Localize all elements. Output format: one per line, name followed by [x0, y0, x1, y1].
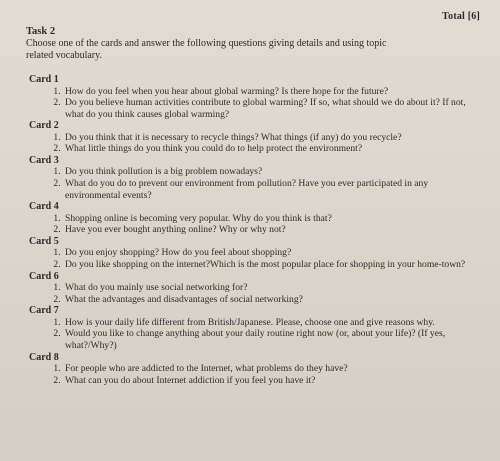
question-item: 2. Do you believe human activities contribute to global warming? If so, what should we do about it? If not, what do you think causes global warming?: [63, 97, 476, 120]
card-title: Card 5: [29, 235, 59, 247]
card-title: Card 6: [29, 270, 59, 282]
question-list: [26, 282, 476, 305]
question-item: 1. Shopping online is becoming very popular. Why do you think is that?: [63, 213, 476, 225]
question-item: 2. Do you like shopping on the internet?Which is the most popular place for shopping in your home-town?: [63, 259, 476, 271]
card-8: [26, 352, 476, 387]
question-item: 2. What can you do about Internet addiction if you feel you have it?: [63, 375, 476, 387]
question-list: [26, 317, 476, 352]
card-3: [26, 155, 476, 201]
question-item: 2. Would you like to change anything about your daily routine right now (or, about your life)? (If yes, what?/Why?): [63, 328, 476, 351]
total-score: Total [6]: [442, 11, 480, 22]
question-item: 1. How is your daily life different from British/Japanese. Please, choose one and give reasons why.: [63, 317, 476, 329]
question-item: 2. What do you do to prevent our environment from pollution? Have you ever participated in any environmental events?: [63, 178, 476, 201]
card-title: Card 7: [29, 305, 59, 317]
task-instruction: Choose one of the cards and answer the following questions giving details and using topic related vocabulary.: [26, 38, 387, 61]
question-list: [26, 166, 476, 201]
card-list: [26, 74, 476, 386]
question-list: [26, 132, 476, 155]
question-item: 1. Do you think pollution is a big problem nowadays?: [63, 166, 476, 178]
card-title: Card 8: [29, 351, 59, 363]
card-4: [26, 201, 476, 236]
question-item: 2. What little things do you think you could do to help protect the environment?: [63, 143, 476, 155]
question-list: [26, 86, 476, 121]
question-item: 2. What the advantages and disadvantages of social networking?: [63, 294, 476, 306]
question-item: 1. Do you think that it is necessary to recycle things? What things (if any) do you recycle?: [63, 132, 476, 144]
question-item: 1. For people who are addicted to the Internet, what problems do they have?: [63, 363, 476, 375]
question-list: [26, 363, 476, 386]
question-list: [26, 247, 476, 270]
card-1: [26, 74, 476, 120]
question-item: 1. How do you feel when you hear about global warming? Is there hope for the future?: [63, 86, 476, 98]
card-title: Card 4: [29, 201, 59, 213]
card-5: [26, 236, 476, 271]
card-6: [26, 271, 476, 306]
question-item: 1. What do you mainly use social networking for?: [63, 282, 476, 294]
card-title: Card 2: [29, 120, 59, 132]
question-list: [26, 213, 476, 236]
card-7: [26, 305, 476, 351]
question-item: 1. Do you enjoy shopping? How do you feel about shopping?: [63, 247, 476, 259]
card-2: [26, 120, 476, 155]
question-item: 2. Have you ever bought anything online? Why or why not?: [63, 224, 476, 236]
task-title: Task 2: [26, 26, 56, 37]
card-title: Card 3: [29, 154, 59, 166]
card-title: Card 1: [29, 74, 59, 85]
